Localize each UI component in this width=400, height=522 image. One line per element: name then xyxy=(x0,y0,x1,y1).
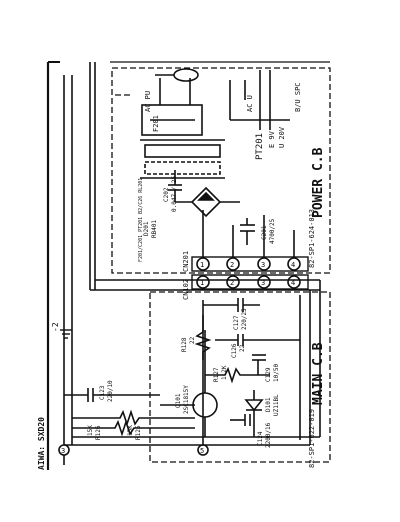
d101-ref: D101 xyxy=(265,397,272,412)
terminal-left-number: 3 xyxy=(61,447,66,455)
model-header: AIWA: SXD20 xyxy=(37,417,46,470)
ac-u-label: AC U xyxy=(246,95,254,112)
transformer-v2: U 20V xyxy=(278,126,286,148)
c129-val: 10/50 xyxy=(273,363,280,382)
ac-pu-label: AC PU xyxy=(144,90,152,112)
cn201-pin: 3 xyxy=(261,261,266,269)
c202-val: 0.047 / 25 xyxy=(171,175,178,212)
r127-ref: R127 xyxy=(213,367,220,382)
c201-val: 4700/25 xyxy=(269,218,276,244)
r125-ref: R125 xyxy=(135,425,142,440)
c123-ref: C123 xyxy=(99,385,106,400)
c126-val: 22 xyxy=(239,344,246,352)
cn201-pin: 2 xyxy=(230,261,235,269)
r126-val: 15K xyxy=(87,425,94,436)
c201-ref: C201 xyxy=(261,225,268,240)
cn201-pin: 4 xyxy=(291,261,296,269)
cn102-pin: 1 xyxy=(200,279,205,287)
fuse-ref: F201 xyxy=(152,115,160,132)
cn201-ref: CN201 xyxy=(182,250,190,272)
cn102-pin: 4 xyxy=(291,279,296,287)
r128-ref: R128 xyxy=(181,337,188,352)
transformer-ref: PT201 xyxy=(255,132,265,160)
cn102-pin: 2 xyxy=(230,279,235,287)
r125-val: 15K xyxy=(127,425,134,436)
c129-ref: C129 xyxy=(265,367,272,382)
q101-val: 2SC1815Y xyxy=(183,385,190,414)
bu-spc-label: B/U SPC xyxy=(294,82,302,112)
c127-ref: C127 xyxy=(233,315,240,330)
d201-val: RB401 xyxy=(151,219,158,238)
c124-val: 2200/16 xyxy=(265,422,272,448)
q101-ref: Q101 xyxy=(175,393,182,408)
terminal-bottom-number: 5 xyxy=(200,447,205,455)
c127-val: 220/25 xyxy=(241,308,248,330)
power-board-label: POWER C.B xyxy=(311,147,326,218)
r126-ref: R126 xyxy=(95,425,102,440)
cn102-pin: 3 xyxy=(261,279,266,287)
r127-val: 1.2K xyxy=(221,365,228,380)
r128-val: 22 xyxy=(189,336,196,344)
power-note: F201/C201 PT201 B2/C26 RL201 xyxy=(138,177,144,262)
main-board-code: 82-SP1-622-019 xyxy=(308,408,316,468)
transformer-v1: E 9V xyxy=(268,131,276,148)
power-board-code: 82-SP1-624-013 xyxy=(308,208,316,268)
cn102-ref: CN102 xyxy=(182,278,190,300)
d201-ref: D201 xyxy=(143,221,150,236)
c124-ref: C124 xyxy=(257,431,264,446)
c123-val: 220/10 xyxy=(107,380,114,402)
main-board-label: MAIN C.B xyxy=(311,342,326,405)
c202-ref: C202 xyxy=(163,187,170,202)
ground-label: -2 xyxy=(51,322,60,332)
c126-ref: C126 xyxy=(231,343,238,358)
d101-val: UZ11BL xyxy=(273,394,280,416)
cn201-pin: 1 xyxy=(200,261,205,269)
